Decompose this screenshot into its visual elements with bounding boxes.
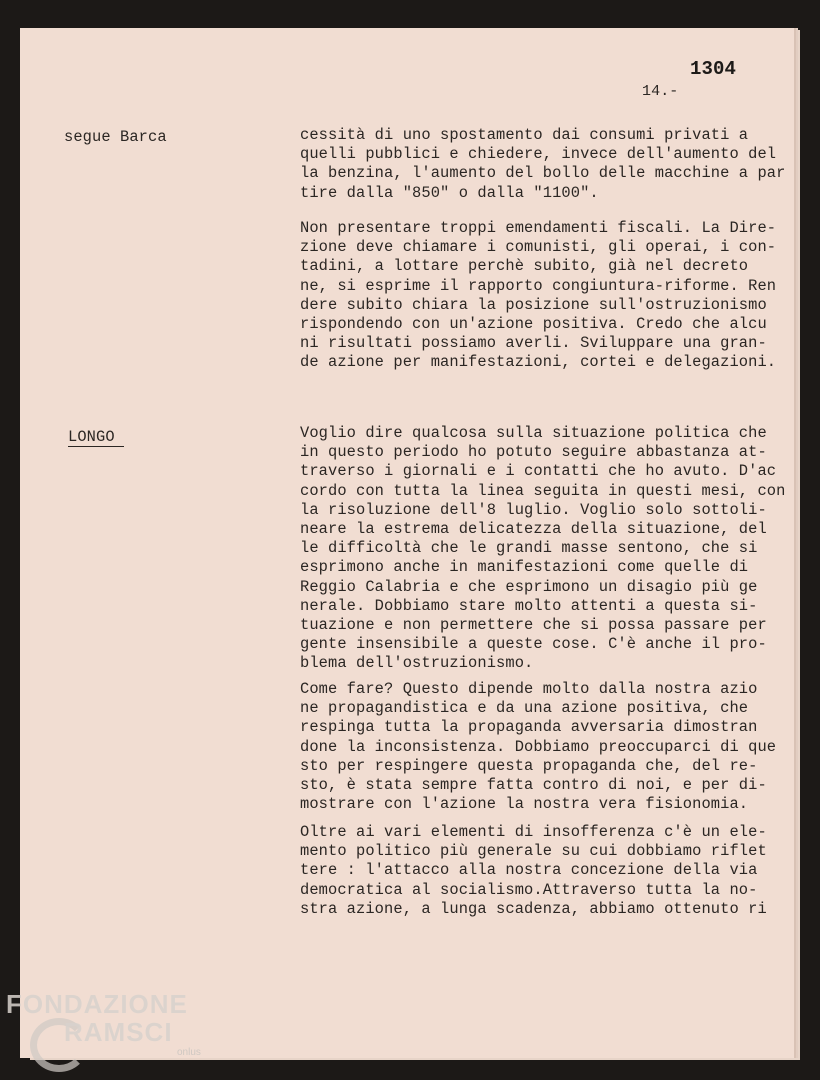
text-line: tadini, a lottare perchè subito, già nel decreto [300,257,749,276]
watermark-line2: RAMSCI [64,1017,173,1047]
text-line: stra azione, a lunga scadenza, abbiamo ottenuto ri [300,899,767,918]
text-line: la risoluzione dell'8 luglio. Voglio solo sottoli- [300,500,767,519]
text-line: ni risultati possiamo averli. Sviluppare una gran- [300,334,767,353]
page-number: 1304 [690,58,737,80]
text-line: sto, è stata sempre fatta contro di noi, e per di- [300,776,767,795]
text-line: mento politico più generale su cui dobbiamo riflet [300,842,767,861]
text-line: neare la estrema delicatezza della situazione, del [300,520,767,539]
speaker-underline [68,446,124,447]
paragraph-barca-2 [300,219,776,373]
speaker-label-longo: LONGO [68,428,115,446]
speaker-label-barca: segue Barca [64,128,167,146]
text-line: Come fare? Questo dipende molto dalla nostra azio [300,680,758,698]
text-line: respinga tutta la propaganda avversaria dimostran [300,718,758,737]
text-line: tere : l'attacco alla nostra concezione della via [300,861,758,880]
text-line: democratica al socialismo.Attraverso tutta la no- [300,880,758,899]
text-line: mostrare con l'azione la nostra vera fisionomia. [300,795,749,814]
text-line: le difficoltà che le grandi masse sentono, che si [300,539,758,558]
text-line: ne propagandistica e da una azione positiva, che [300,699,749,718]
paragraph-longo-2 [300,680,776,814]
text-line: la benzina, l'aumento del bollo delle macchine a par [300,164,786,183]
paragraph-barca-1 [300,126,785,203]
text-line: nerale. Dobbiamo stare molto attenti a questa si- [300,596,758,615]
text-line: traverso i giornali e i contatti che ho avuto. D'ac [300,462,777,481]
watermark-logo [6,990,188,1046]
text-line: quelli pubblici e chiedere, invece dell'aumento del [300,145,777,164]
watermark-suffix: onlus [177,1047,201,1058]
text-line: tuazione e non permettere che si possa passare per [300,616,767,635]
text-line: Oltre ai vari elementi di insofferenza c'è un ele- [300,823,767,841]
text-line: esprimono anche in manifestazioni come quelle di [300,558,749,577]
text-line: ne, si esprime il rapporto congiuntura-riforme. Ren [300,276,777,295]
text-line: Non presentare troppi emendamenti fiscali. La Dire- [300,219,777,237]
text-line: done la inconsistenza. Dobbiamo preoccuparci di que [300,737,777,756]
text-line: zione deve chiamare i comunisti, gli operai, i con- [300,238,777,257]
text-line: de azione per manifestazioni, cortei e delegazioni. [300,353,777,372]
text-line: in questo periodo ho potuto seguire abbastanza at- [300,443,767,462]
text-line: gente insensibile a queste cose. C'è anche il pro- [300,635,767,654]
text-line: Reggio Calabria e che esprimono un disagio più ge [300,577,758,596]
text-line: cordo con tutta la linea seguita in questi mesi, con [300,481,786,500]
text-line: rispondendo con un'azione positiva. Credo che alcu [300,315,767,334]
text-line: sto per respingere questa propaganda che, del re- [300,756,758,775]
watermark-line1: FONDAZIONE [6,989,188,1019]
paragraph-longo-3 [300,823,767,919]
text-line: tire dalla "850" o dalla "1100". [300,183,599,202]
text-line: Voglio dire qualcosa sulla situazione politica che [300,424,767,442]
text-line: cessità di uno spostamento dai consumi privati a [300,126,749,144]
text-line: blema dell'ostruzionismo. [300,654,534,673]
paragraph-longo-1 [300,424,785,674]
sheet-number: 14.- [642,83,679,100]
text-line: dere subito chiara la posizione sull'ostruzionismo [300,295,767,314]
